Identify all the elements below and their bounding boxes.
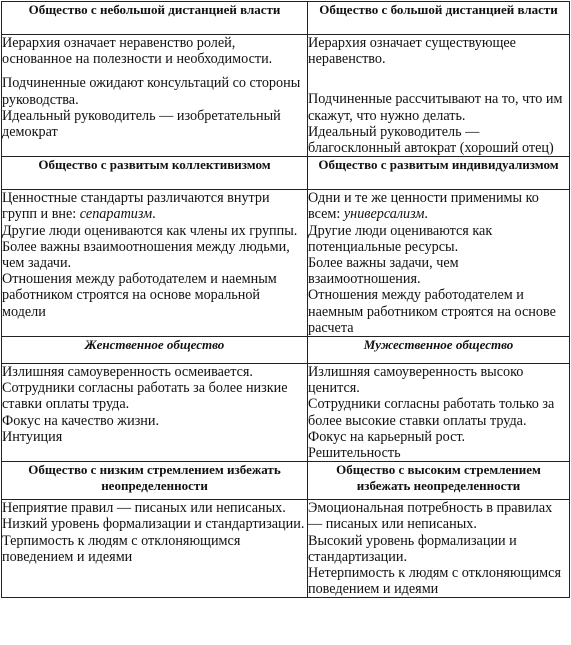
paragraph: Отношения между работодателем и наемным работником строятся на основе расчета bbox=[308, 287, 556, 336]
section-body-row bbox=[2, 190, 570, 337]
paragraph-text: Ценностные стандарты различаются внутри групп и вне: bbox=[2, 190, 270, 223]
section-body-row bbox=[2, 500, 570, 598]
paragraph-text: . bbox=[152, 206, 156, 223]
paragraph: Фокус на карьерный рост. bbox=[308, 428, 466, 445]
paragraph: Более важны задачи, чем взаимоотношения. bbox=[308, 255, 459, 288]
section-header-row bbox=[2, 462, 570, 500]
paragraph: Терпимость к людям с отклоняющимся поведением и идеями bbox=[2, 532, 241, 565]
section-body-left bbox=[2, 500, 308, 598]
paragraph bbox=[308, 190, 569, 222]
section-title-right bbox=[308, 337, 570, 364]
section-body-right bbox=[308, 190, 570, 337]
section-body-row bbox=[2, 364, 570, 462]
section-body-row bbox=[2, 35, 570, 157]
paragraph: Подчиненные рассчитывают на то, что им скажут, что нужно делать. bbox=[308, 91, 563, 124]
paragraph: Фокус на качество жизни. bbox=[2, 412, 160, 429]
paragraph: Иерархия означает неравенство ролей, основанное на полезности и необходимости. bbox=[2, 35, 273, 68]
section-header-row bbox=[2, 157, 570, 190]
paragraph-term: универсализм bbox=[343, 206, 425, 223]
section-title-text: Женственное общество bbox=[84, 337, 225, 353]
paragraph: Более важны взаимоотношения между людьми, чем задачи. bbox=[2, 238, 290, 272]
paragraph: Сотрудники согласны работать только за более высокие ставки оплаты труда. bbox=[308, 396, 555, 429]
paragraph: Сотрудники согласны работать за более низкие ставки оплаты труда. bbox=[2, 380, 288, 413]
paragraph: Излишняя самоуверенность осмеивается. bbox=[2, 364, 253, 381]
section-header-row bbox=[2, 337, 570, 364]
paragraph: Высокий уровень формализации и стандартизации. bbox=[308, 532, 517, 565]
paragraph: Отношения между работодателем и наемным работником строятся на основе моральной модели bbox=[2, 271, 277, 320]
section-title-left: Общество с развитым коллективизмом bbox=[2, 157, 308, 190]
section-body-right bbox=[308, 500, 570, 598]
paragraph: Неприятие правил — писаных или неписаных. bbox=[2, 500, 286, 517]
paragraph: Интуиция bbox=[2, 428, 63, 445]
section-body-left bbox=[2, 364, 308, 462]
paragraph-text: . bbox=[424, 206, 428, 223]
paragraph-term: сепаратизм bbox=[79, 206, 153, 223]
paragraph: Иерархия означает существующее неравенство. bbox=[308, 35, 516, 68]
comparison-table bbox=[1, 1, 570, 598]
paragraph bbox=[2, 190, 307, 222]
section-title-right: Общество с высоким стремлением избежать неопределенности bbox=[308, 462, 570, 500]
paragraph: Решительность bbox=[308, 445, 401, 462]
section-body-right bbox=[308, 364, 570, 462]
section-title-right: Общество с большой дистанцией власти bbox=[308, 2, 570, 35]
section-title-left: Общество с низким стремлением избежать неопределенности bbox=[2, 462, 308, 500]
paragraph-text: Одни и те же ценности применимы ко всем: bbox=[308, 190, 539, 223]
paragraph: Эмоциональная потребность в правилах — писаных или неписаных. bbox=[308, 500, 553, 533]
section-header-row bbox=[2, 2, 570, 35]
section-body-right bbox=[308, 35, 570, 157]
paragraph: Идеальный руководитель — благосклонный автократ (хороший отец) bbox=[308, 123, 554, 157]
paragraph: Другие люди оцениваются как члены их группы. bbox=[2, 222, 298, 239]
paragraph: Идеальный руководитель — изобретательный демократ bbox=[2, 107, 281, 141]
paragraph: Подчиненные ожидают консультаций со стороны руководства. bbox=[2, 75, 301, 108]
paragraph: Другие люди оцениваются как потенциальные ресурсы. bbox=[308, 222, 493, 255]
paragraph: Излишняя самоуверенность высоко ценится. bbox=[308, 364, 524, 397]
section-title-left: Общество с небольшой дистанцией власти bbox=[2, 2, 308, 35]
section-body-left bbox=[2, 35, 308, 157]
section-title-left bbox=[2, 337, 308, 364]
section-title-right: Общество с развитым индивидуализмом bbox=[308, 157, 570, 190]
paragraph: Низкий уровень формализации и стандартизации. bbox=[2, 516, 305, 533]
paragraph: Нетерпимость к людям с отклоняющимся поведением и идеями bbox=[308, 565, 561, 598]
section-body-left bbox=[2, 190, 308, 337]
section-title-text: Мужественное общество bbox=[363, 337, 514, 353]
